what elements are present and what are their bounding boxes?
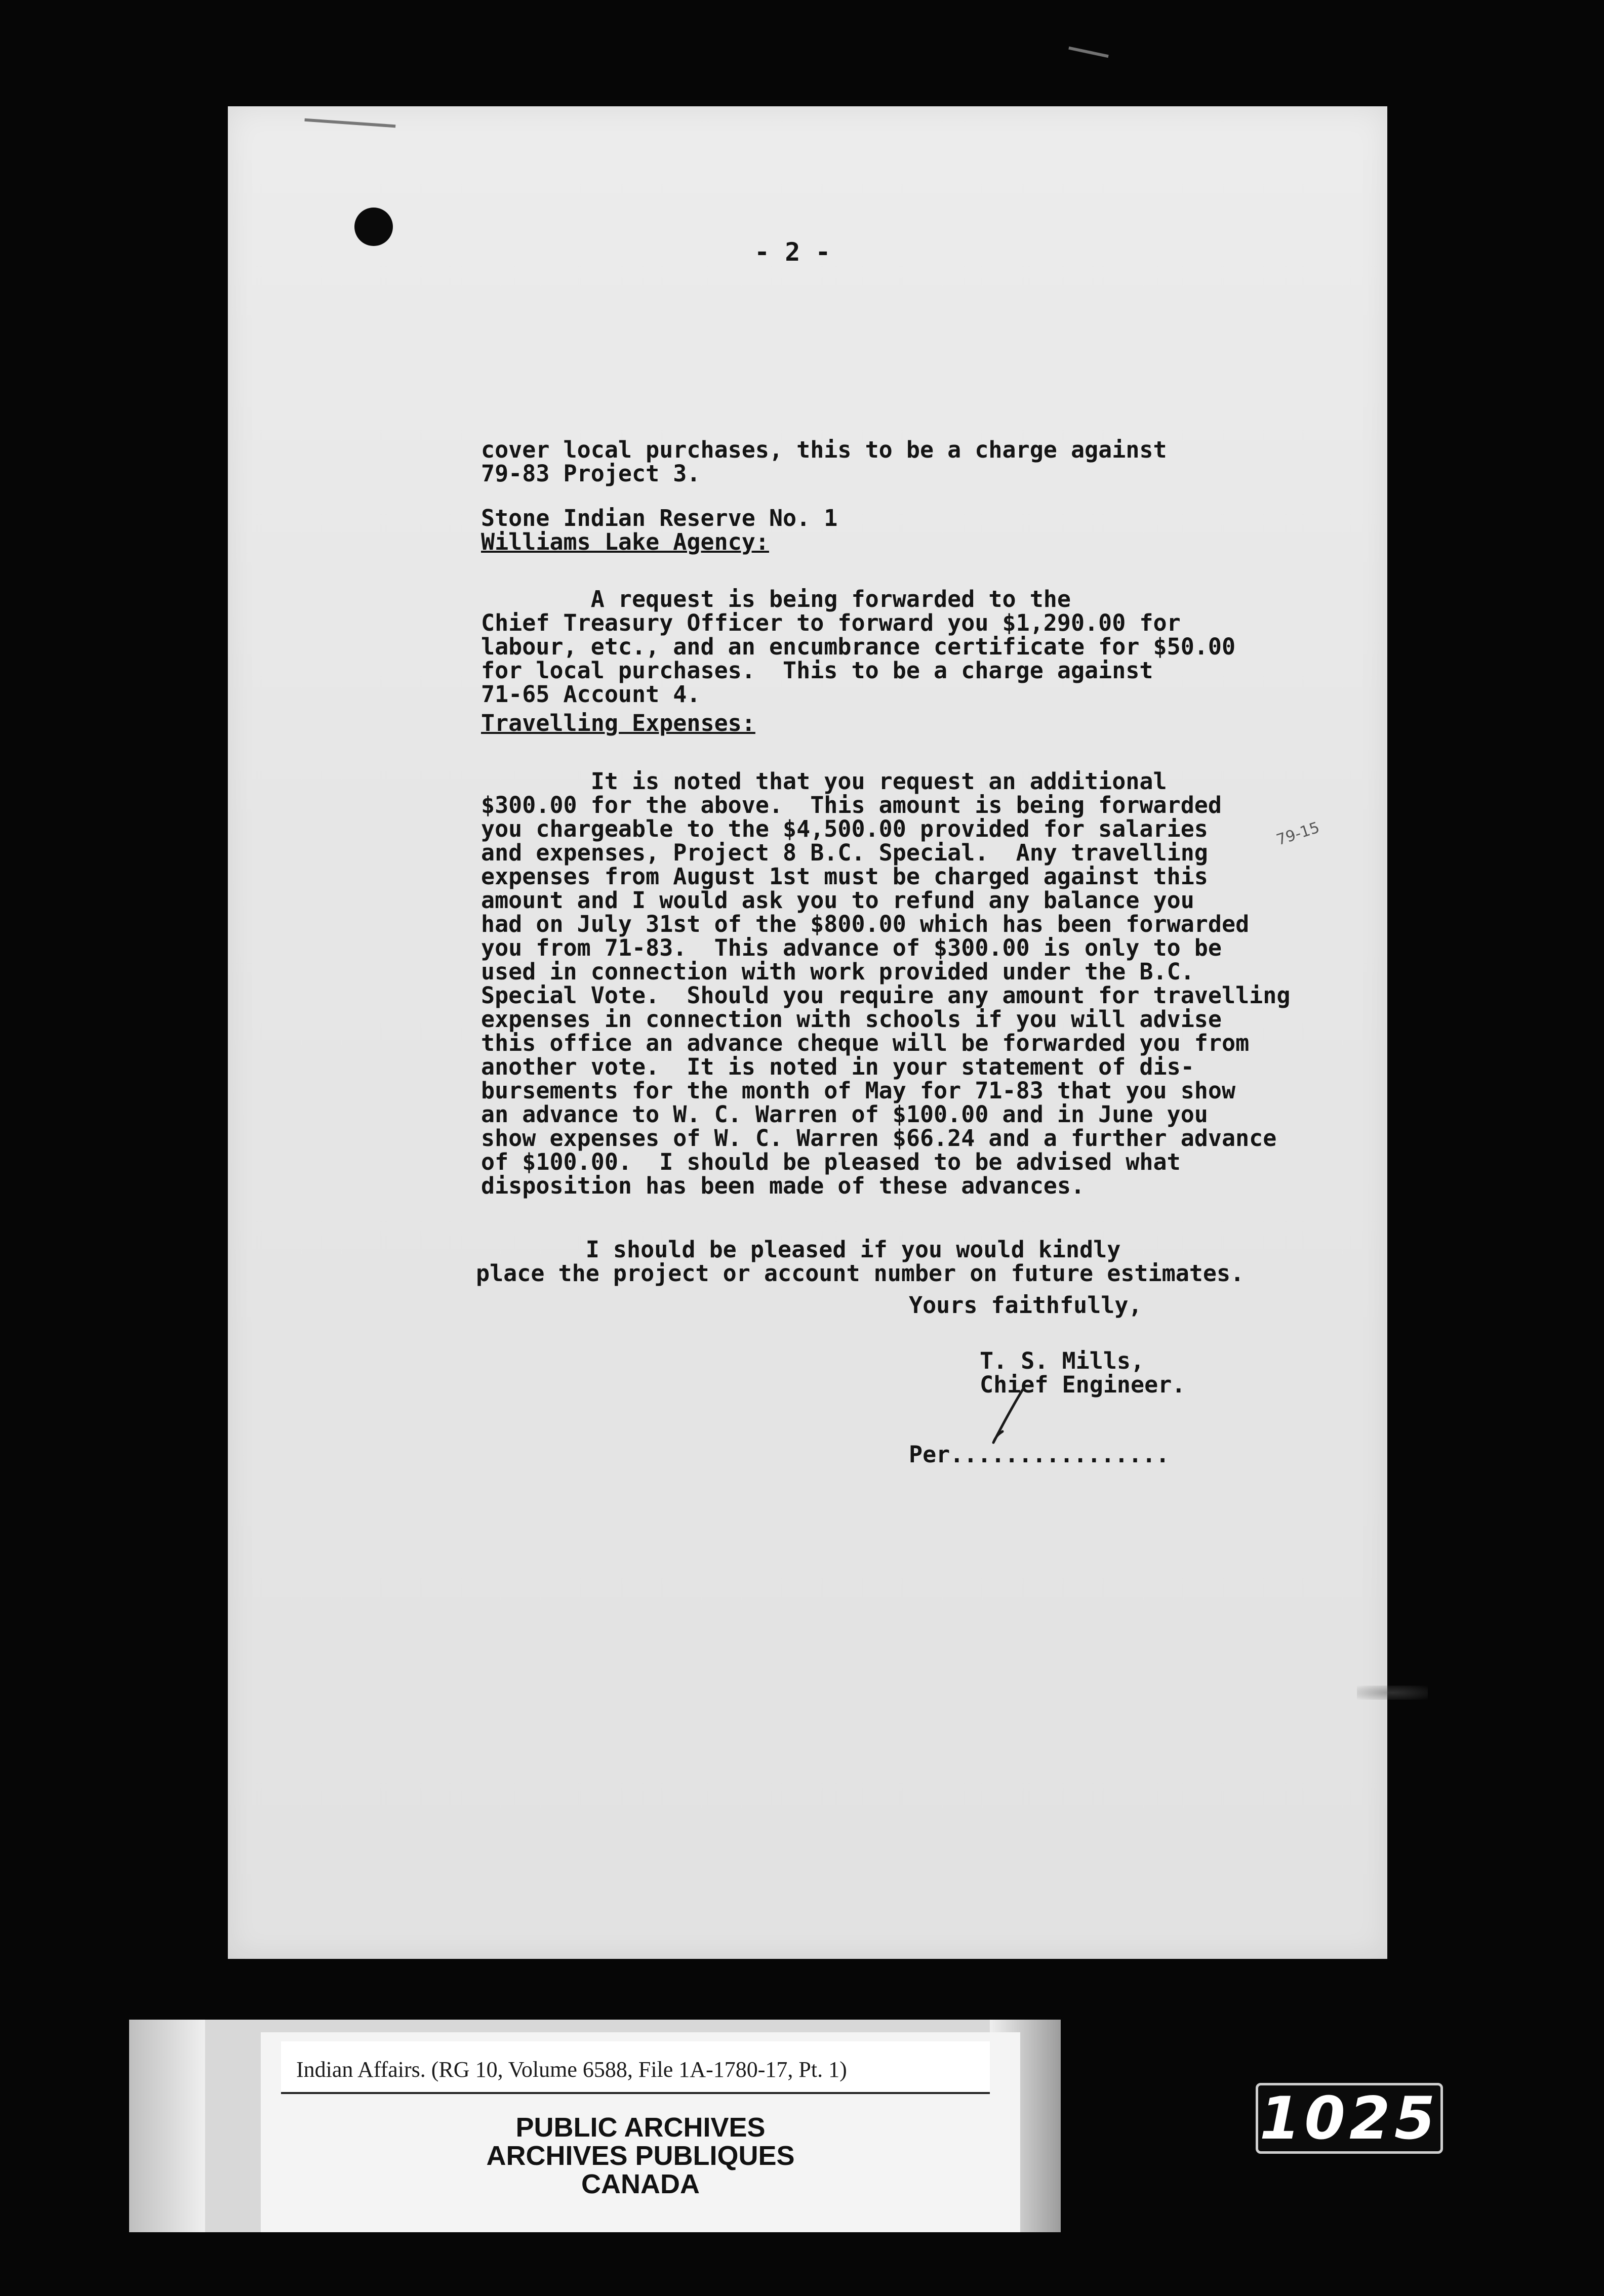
reserve-paragraph — [481, 587, 1235, 706]
paragraph-line: amount and I would ask you to refund any balance you — [481, 887, 1194, 914]
paragraph-line: $300.00 for the above. This amount is being forwarded — [481, 792, 1222, 818]
film-scratch — [1068, 47, 1108, 58]
paragraph-line: you chargeable to the $4,500.00 provided for salaries — [481, 815, 1208, 842]
closing-salutation: Yours faithfully, — [909, 1292, 1142, 1319]
paragraph-line: expenses from August 1st must be charged against this — [481, 863, 1208, 890]
ink-smudge — [1357, 1686, 1428, 1700]
archive-label-card — [261, 2032, 1020, 2232]
intro-paragraph — [481, 438, 1167, 485]
archive-reference: Indian Affairs. (RG 10, Volume 6588, File 1A-1780-17, Pt. 1) — [296, 2057, 847, 2082]
archive-title-english: PUBLIC ARCHIVES — [515, 2112, 766, 2143]
paragraph-line: you from 71-83. This advance of $300.00 is only to be — [481, 934, 1222, 961]
travel-paragraph — [481, 769, 1290, 1198]
paragraph-line: A request is being forwarded to the — [481, 586, 1071, 612]
paragraph-line: used in connection with work provided under the B.C. — [481, 958, 1194, 985]
intro-line: 79-83 Project 3. — [481, 460, 701, 487]
paragraph-line: expenses in connection with schools if you will advise — [481, 1006, 1222, 1033]
frame-number: 1025 — [1256, 2083, 1443, 2154]
paragraph-line: another vote. It is noted in your statement of dis- — [481, 1053, 1194, 1080]
paragraph-line: Special Vote. Should you require any amount for travelling — [481, 982, 1291, 1009]
closing-paragraph — [476, 1238, 1244, 1285]
margin-annotation: 79-15 — [1274, 818, 1322, 849]
reserve-heading-line: Stone Indian Reserve No. 1 — [481, 505, 838, 531]
paragraph-line: had on July 31st of the $800.00 which has been forwarded — [481, 911, 1250, 937]
page-number: - 2 - — [754, 237, 831, 267]
paragraph-line: an advance to W. C. Warren of $100.00 and in June you — [481, 1101, 1208, 1128]
punch-hole — [354, 208, 393, 246]
paragraph-line: this office an advance cheque will be forwarded you from — [481, 1030, 1250, 1056]
paragraph-line: show expenses of W. C. Warren $66.24 and a further advance — [481, 1125, 1277, 1152]
per-line: Per................ — [909, 1441, 1170, 1468]
archive-title-french: ARCHIVES PUBLIQUES — [486, 2141, 795, 2171]
letter-page — [228, 106, 1387, 1959]
signer-name: T. S. Mills, — [980, 1347, 1145, 1374]
agency-heading-line: Williams Lake Agency: — [481, 528, 769, 555]
handwritten-initial — [987, 1387, 1028, 1448]
paragraph-line: for local purchases. This to be a charge against — [481, 657, 1153, 684]
intro-line: cover local purchases, this to be a charge against — [481, 436, 1167, 463]
torn-corner — [303, 118, 396, 148]
travel-heading: Travelling Expenses: — [481, 710, 755, 736]
paragraph-line: 71-65 Account 4. — [481, 681, 701, 708]
paragraph-line: and expenses, Project 8 B.C. Special. Any travelling — [481, 839, 1208, 866]
paragraph-line: disposition has been made of these advances. — [481, 1172, 1085, 1199]
paragraph-line: bursements for the month of May for 71-83 that you show — [481, 1077, 1236, 1104]
paragraph-line: It is noted that you request an additional — [481, 768, 1167, 795]
reference-box — [281, 2041, 990, 2094]
label-left-tab — [129, 2020, 205, 2232]
paragraph-line: labour, etc., and an encumbrance certificate for $50.00 — [481, 633, 1236, 660]
archive-label-strip — [129, 2020, 1061, 2232]
paragraph-line: place the project or account number on future estimates. — [476, 1260, 1245, 1287]
reserve-heading — [481, 506, 837, 554]
paragraph-line: of $100.00. I should be pleased to be advised what — [481, 1149, 1181, 1175]
signer-title: Chief Engineer. — [980, 1371, 1186, 1398]
paragraph-line: Chief Treasury Officer to forward you $1,290.00 for — [481, 609, 1181, 636]
archive-country: CANADA — [581, 2169, 700, 2199]
paragraph-line: I should be pleased if you would kindly — [476, 1236, 1121, 1263]
